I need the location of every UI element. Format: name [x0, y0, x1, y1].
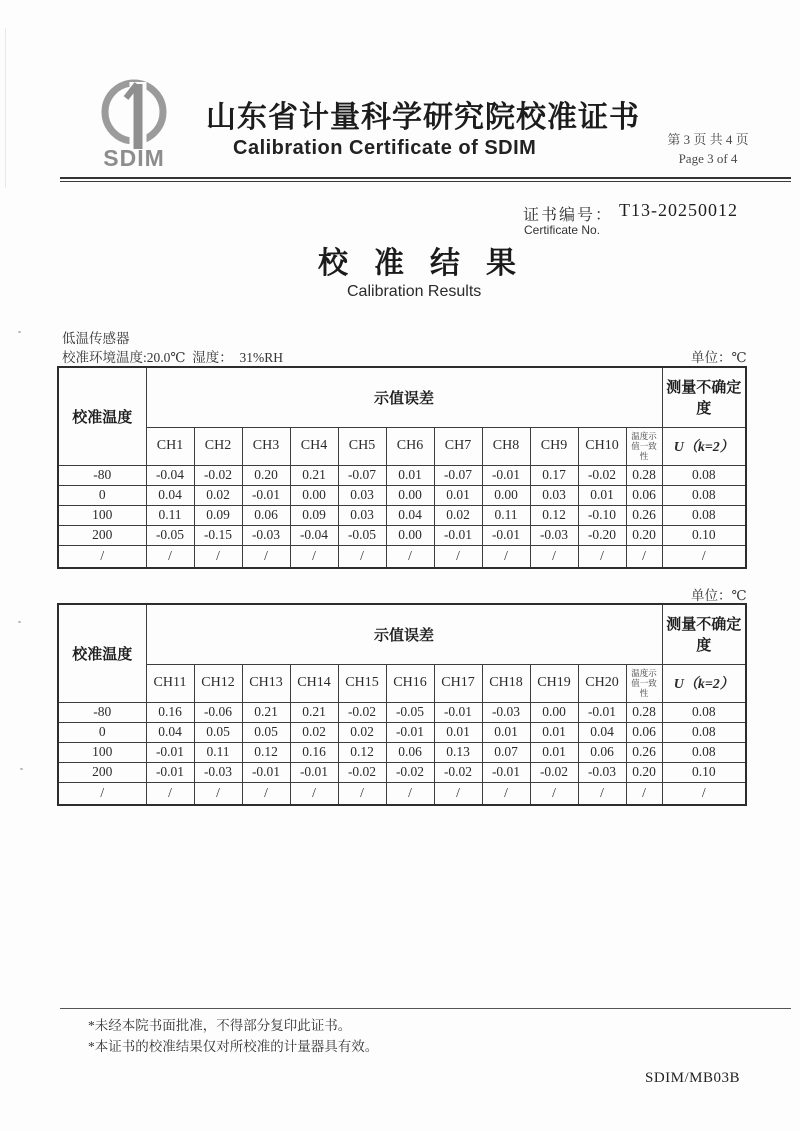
value-cell: 0.01 [386, 465, 434, 485]
value-cell: -0.01 [146, 762, 194, 782]
calibration-temp-cell: 100 [58, 742, 146, 762]
table-row [58, 782, 746, 805]
value-cell: / [434, 782, 482, 805]
value-cell: -0.03 [530, 525, 578, 545]
value-cell: -0.01 [482, 465, 530, 485]
value-cell: 0.12 [530, 505, 578, 525]
col-header-channel: CH18 [482, 664, 530, 702]
table-body-1 [58, 465, 746, 568]
certificate-number: T13-20250012 [619, 200, 738, 220]
value-cell: -0.02 [338, 702, 386, 722]
value-cell: 0.09 [290, 505, 338, 525]
value-cell: 0.02 [194, 485, 242, 505]
value-cell: -0.05 [338, 525, 386, 545]
value-cell: -0.04 [146, 465, 194, 485]
value-cell: 0.04 [146, 485, 194, 505]
col-header-channel: CH2 [194, 427, 242, 465]
value-cell: 0.11 [146, 505, 194, 525]
value-cell: 0.10 [662, 525, 746, 545]
value-cell: 0.11 [482, 505, 530, 525]
page-indicator-zh: 第 3 页 共 4 页 [667, 132, 749, 147]
calibration-temp-cell: / [58, 782, 146, 805]
value-cell: 0.01 [530, 742, 578, 762]
value-cell: 0.00 [530, 702, 578, 722]
value-cell: 0.26 [626, 742, 662, 762]
value-cell: -0.10 [578, 505, 626, 525]
value-cell: / [194, 782, 242, 805]
col-header-uncertainty: 测量不确定度 [662, 604, 746, 664]
value-cell: -0.02 [386, 762, 434, 782]
value-cell: 0.08 [662, 505, 746, 525]
col-header-channel: CH13 [242, 664, 290, 702]
value-cell: / [338, 545, 386, 568]
calibration-temp-cell: 200 [58, 762, 146, 782]
value-cell: -0.02 [338, 762, 386, 782]
certificate-no-label-zh: 证书编号： [523, 207, 614, 224]
value-cell: 0.20 [626, 762, 662, 782]
calibration-temp-cell: 0 [58, 485, 146, 505]
value-cell: -0.05 [386, 702, 434, 722]
value-cell: / [434, 545, 482, 568]
footer-notes [88, 1016, 378, 1058]
value-cell: -0.01 [482, 762, 530, 782]
value-cell: / [146, 545, 194, 568]
value-cell: -0.01 [146, 742, 194, 762]
value-cell: 0.06 [242, 505, 290, 525]
value-cell: 0.03 [338, 505, 386, 525]
unit-label-table-1: 单位：℃ [691, 350, 747, 365]
col-header-channel: CH14 [290, 664, 338, 702]
value-cell: 0.08 [662, 722, 746, 742]
value-cell: / [626, 545, 662, 568]
value-cell: -0.01 [242, 762, 290, 782]
value-cell: 0.02 [338, 722, 386, 742]
col-header-channel: CH11 [146, 664, 194, 702]
value-cell: 0.00 [482, 485, 530, 505]
value-cell: -0.04 [290, 525, 338, 545]
value-cell: 0.01 [578, 485, 626, 505]
value-cell: 0.01 [482, 722, 530, 742]
value-cell: 0.03 [338, 485, 386, 505]
value-cell: / [530, 782, 578, 805]
value-cell: 0.04 [146, 722, 194, 742]
value-cell: 0.06 [626, 485, 662, 505]
table-row [58, 485, 746, 505]
col-header-channel: CH4 [290, 427, 338, 465]
col-header-channel: CH19 [530, 664, 578, 702]
value-cell: -0.02 [194, 465, 242, 485]
value-cell: 0.00 [386, 525, 434, 545]
footer-divider [60, 1008, 791, 1009]
value-cell: -0.05 [146, 525, 194, 545]
col-header-u-k2: U（k=2） [662, 664, 746, 702]
value-cell: 0.12 [338, 742, 386, 762]
value-cell: -0.07 [338, 465, 386, 485]
value-cell: -0.06 [194, 702, 242, 722]
value-cell: 0.20 [626, 525, 662, 545]
value-cell: 0.01 [434, 485, 482, 505]
value-cell: 0.01 [530, 722, 578, 742]
value-cell: 0.04 [386, 505, 434, 525]
col-header-consistency: 温度示值一致性 [626, 664, 662, 702]
value-cell: -0.02 [530, 762, 578, 782]
value-cell: 0.16 [290, 742, 338, 762]
calibration-table-ch1-ch10 [57, 366, 747, 569]
value-cell: -0.01 [434, 702, 482, 722]
sdim-logo [84, 76, 184, 172]
col-header-channel: CH5 [338, 427, 386, 465]
calibration-temp-cell: -80 [58, 465, 146, 485]
value-cell: -0.03 [194, 762, 242, 782]
scan-artifact [20, 768, 23, 770]
table-row [58, 742, 746, 762]
col-header-indication-error: 示值误差 [146, 604, 662, 664]
value-cell: -0.01 [434, 525, 482, 545]
value-cell: / [386, 782, 434, 805]
value-cell: 0.16 [146, 702, 194, 722]
col-header-channel: CH8 [482, 427, 530, 465]
value-cell: -0.01 [386, 722, 434, 742]
value-cell: 0.00 [386, 485, 434, 505]
results-heading-en: Calibration Results [347, 283, 482, 300]
value-cell: 0.05 [242, 722, 290, 742]
calibration-table-ch11-ch20 [57, 603, 747, 806]
results-heading-zh: 校准结果 [318, 247, 542, 280]
col-header-channel: CH12 [194, 664, 242, 702]
value-cell: / [578, 782, 626, 805]
page-indicator [648, 131, 768, 169]
table-row [58, 702, 746, 722]
value-cell: 0.10 [662, 762, 746, 782]
calibration-temp-cell: 0 [58, 722, 146, 742]
scan-artifact [18, 621, 21, 623]
value-cell: 0.08 [662, 465, 746, 485]
table-row [58, 505, 746, 525]
col-header-u-k2: U（k=2） [662, 427, 746, 465]
value-cell: -0.15 [194, 525, 242, 545]
value-cell: / [386, 545, 434, 568]
value-cell: -0.07 [434, 465, 482, 485]
sdim-logo-text: SDIM [103, 145, 165, 171]
col-header-channel: CH6 [386, 427, 434, 465]
col-header-uncertainty: 测量不确定度 [662, 367, 746, 427]
col-header-channel: CH7 [434, 427, 482, 465]
sdim-logo-icon [88, 76, 180, 154]
value-cell: 0.13 [434, 742, 482, 762]
document-code: SDIM/MB03B [645, 1070, 741, 1086]
value-cell: / [194, 545, 242, 568]
col-header-channel: CH10 [578, 427, 626, 465]
calibration-temp-cell: -80 [58, 702, 146, 722]
value-cell: 0.21 [290, 702, 338, 722]
value-cell: / [482, 782, 530, 805]
value-cell: 0.08 [662, 702, 746, 722]
environment-conditions: 校准环境温度:20.0℃ 湿度： 31%RH [62, 350, 283, 365]
unit-label-table-2: 单位：℃ [691, 588, 747, 603]
table-row [58, 722, 746, 742]
col-header-channel: CH3 [242, 427, 290, 465]
col-header-temperature: 校准温度 [58, 367, 146, 465]
value-cell: -0.01 [578, 702, 626, 722]
footer-note-1: *未经本院书面批准，不得部分复印此证书。 [88, 1018, 352, 1033]
certificate-no-label-en: Certificate No. [524, 223, 601, 237]
col-header-temperature: 校准温度 [58, 604, 146, 702]
value-cell: 0.06 [386, 742, 434, 762]
col-header-channel: CH16 [386, 664, 434, 702]
value-cell: / [242, 545, 290, 568]
value-cell: -0.20 [578, 525, 626, 545]
value-cell: -0.01 [482, 525, 530, 545]
value-cell: / [290, 545, 338, 568]
value-cell: -0.01 [290, 762, 338, 782]
value-cell: / [482, 545, 530, 568]
value-cell: -0.02 [578, 465, 626, 485]
value-cell: / [242, 782, 290, 805]
calibration-temp-cell: 200 [58, 525, 146, 545]
footer-note-2: *本证书的校准结果仅对所校准的计量器具有效。 [88, 1038, 379, 1054]
value-cell: 0.08 [662, 742, 746, 762]
value-cell: 0.21 [242, 702, 290, 722]
value-cell: 0.17 [530, 465, 578, 485]
value-cell: -0.03 [482, 702, 530, 722]
col-header-consistency: 温度示值一致性 [626, 427, 662, 465]
page-indicator-en: Page 3 of 4 [678, 150, 738, 166]
calibration-temp-cell: 100 [58, 505, 146, 525]
value-cell: 0.02 [434, 505, 482, 525]
col-header-channel: CH15 [338, 664, 386, 702]
value-cell: 0.02 [290, 722, 338, 742]
institute-title-en: Calibration Certificate of SDIM [233, 137, 537, 159]
scan-artifact [18, 331, 21, 333]
col-header-channel: CH17 [434, 664, 482, 702]
value-cell: 0.08 [662, 485, 746, 505]
value-cell: / [338, 782, 386, 805]
value-cell: 0.06 [578, 742, 626, 762]
table-row [58, 465, 746, 485]
value-cell: 0.21 [290, 465, 338, 485]
table-row [58, 545, 746, 568]
value-cell: / [146, 782, 194, 805]
col-header-channel: CH1 [146, 427, 194, 465]
header-divider [60, 177, 791, 182]
value-cell: 0.01 [434, 722, 482, 742]
value-cell: 0.28 [626, 702, 662, 722]
calibration-temp-cell: / [58, 545, 146, 568]
value-cell: -0.01 [242, 485, 290, 505]
value-cell: / [578, 545, 626, 568]
col-header-channel: CH9 [530, 427, 578, 465]
value-cell: 0.28 [626, 465, 662, 485]
col-header-channel: CH20 [578, 664, 626, 702]
value-cell: 0.26 [626, 505, 662, 525]
value-cell: 0.00 [290, 485, 338, 505]
value-cell: 0.05 [194, 722, 242, 742]
value-cell: -0.03 [578, 762, 626, 782]
value-cell: -0.03 [242, 525, 290, 545]
value-cell: / [662, 545, 746, 568]
value-cell: 0.09 [194, 505, 242, 525]
value-cell: / [626, 782, 662, 805]
value-cell: 0.20 [242, 465, 290, 485]
value-cell: / [530, 545, 578, 568]
col-header-indication-error: 示值误差 [146, 367, 662, 427]
table-row [58, 762, 746, 782]
institute-title-zh: 山东省计量科学研究院校准证书 [206, 101, 640, 134]
value-cell: 0.12 [242, 742, 290, 762]
value-cell: 0.11 [194, 742, 242, 762]
device-name: 低温传感器 [62, 331, 130, 346]
value-cell: 0.07 [482, 742, 530, 762]
value-cell: / [662, 782, 746, 805]
scan-artifact [5, 28, 6, 188]
table-body-2 [58, 702, 746, 805]
value-cell: / [290, 782, 338, 805]
value-cell: 0.04 [578, 722, 626, 742]
value-cell: 0.03 [530, 485, 578, 505]
value-cell: 0.06 [626, 722, 662, 742]
table-row [58, 525, 746, 545]
value-cell: -0.02 [434, 762, 482, 782]
